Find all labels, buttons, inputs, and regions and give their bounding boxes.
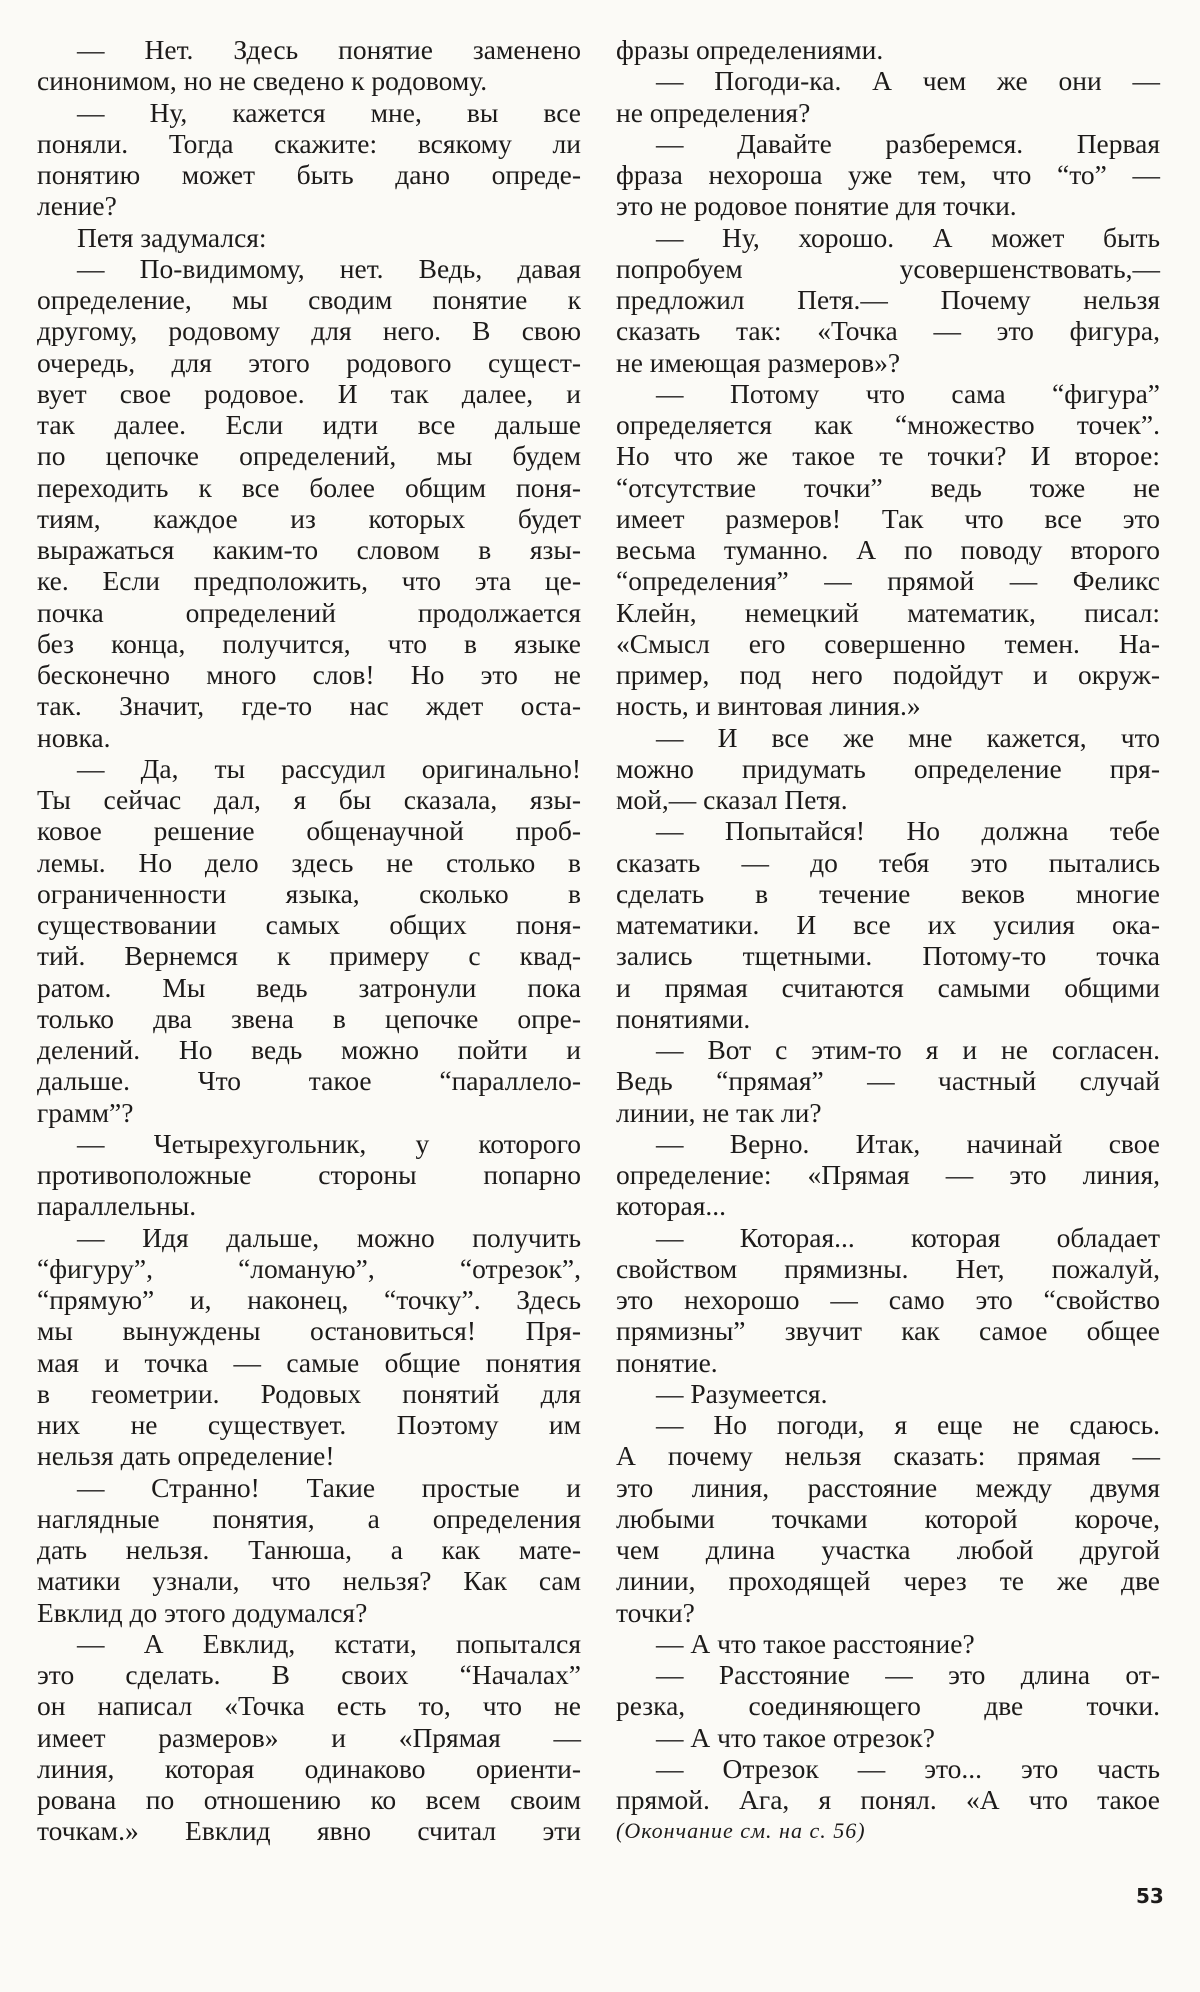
text-line: это не родовое понятие для точки. <box>616 190 1017 222</box>
text-line: линии, не так ли? <box>616 1096 822 1128</box>
text-line: “прямую” и, наконец, “точку”. Здесь <box>37 1284 581 1315</box>
text-line: не имеющая размеров»? <box>616 346 901 378</box>
text-line: — Потому что сама “фигура” <box>656 377 1160 409</box>
text-line: ратом. Мы ведь затронули пока <box>37 971 581 1003</box>
paragraph <box>616 1753 1160 1816</box>
text-line: это сделать. В своих “Началах” <box>37 1659 581 1690</box>
paragraph <box>37 222 581 253</box>
text-line: имеет размеров» и «Прямая — <box>37 1721 581 1753</box>
text-line: так далее. Если идти все дальше <box>37 409 581 440</box>
text-line: линия, которая одинаково ориенти- <box>37 1752 581 1784</box>
text-line: чем длина участка любой другой <box>616 1534 1160 1565</box>
text-line: — Попытайся! Но должна тебе <box>656 815 1160 847</box>
text-line: зались тщетными. Потому-то точка <box>616 940 1160 972</box>
text-line: определяется как “множество точек”. <box>616 409 1160 440</box>
text-line: он написал «Точка есть то, что не <box>37 1690 581 1722</box>
text-line: понятие. <box>616 1346 718 1378</box>
text-line: предложил Петя.— Почему нельзя <box>616 284 1160 315</box>
text-line: можно придумать определение пря- <box>616 752 1160 784</box>
text-line: и прямая считаются самыми общими <box>616 971 1160 1003</box>
text-line: сказать — до тебя это пытались <box>616 846 1160 878</box>
text-line: бесконечно много слов! Но это не <box>37 659 581 690</box>
text-line: Ведь “прямая” — частный случай <box>616 1065 1160 1097</box>
text-line: — Давайте разберемся. Первая <box>656 127 1160 159</box>
paragraph <box>37 1472 581 1628</box>
text-line: имеет размеров! Так что все это <box>616 502 1160 534</box>
text-line: — А что такое отрезок? <box>656 1721 935 1753</box>
continuation-note: (Окончание см. на с. 56) <box>616 1818 866 1844</box>
text-line: фразы определениями. <box>616 34 884 65</box>
text-line: — Ну, хорошо. А может быть <box>656 221 1160 253</box>
text-line: только два звена в цепочке опре- <box>37 1002 581 1034</box>
text-line: параллельны. <box>37 1190 197 1222</box>
paragraph <box>616 1409 1160 1628</box>
paragraph <box>616 1378 1160 1409</box>
text-line: это нехорошо — само это “свойство <box>616 1284 1160 1315</box>
text-line: точкам.» Евклид явно считал эти <box>37 1815 581 1847</box>
text-line: вует свое родовое. И так далее, и <box>37 377 581 409</box>
paragraph <box>616 1222 1160 1378</box>
text-line: Ты сейчас дал, я бы сказала, язы- <box>37 784 581 815</box>
text-line: ковое решение общенаучной проб- <box>37 815 581 847</box>
text-line: попробуем усовершенствовать,— <box>616 252 1160 284</box>
text-line: весьма туманно. А по поводу второго <box>616 534 1160 565</box>
paragraph <box>616 1034 1160 1128</box>
text-line: поняли. Тогда скажите: всякому ли <box>37 127 581 159</box>
text-line: сделать в течение веков многие <box>616 877 1160 909</box>
text-line: — Но погоди, я еще не сдаюсь. <box>656 1409 1160 1440</box>
text-line: не определения? <box>616 96 811 128</box>
text-line: резка, соединяющего две точки. <box>616 1690 1160 1722</box>
text-line: “определения” — прямой — Феликс <box>616 565 1160 597</box>
paragraph <box>616 722 1160 816</box>
text-line: по цепочке определений, мы будем <box>37 440 581 472</box>
paragraph <box>616 222 1160 378</box>
text-line: существовании самых общих поня- <box>37 909 581 940</box>
page-number: 53 <box>1136 1884 1164 1908</box>
text-line: сказать так: «Точка — это фигура, <box>616 315 1160 347</box>
text-line: ке. Если предположить, что эта це- <box>37 565 581 597</box>
paragraph <box>37 1222 581 1472</box>
text-line: линии, проходящей через те же две <box>616 1565 1160 1597</box>
paragraph <box>37 1128 581 1222</box>
text-line: Петя задумался: <box>77 221 267 253</box>
text-line: наглядные понятия, а определения <box>37 1502 581 1534</box>
text-line: «Смысл его совершенно темен. На- <box>616 627 1160 659</box>
text-line: — Расстояние — это длина от- <box>656 1659 1160 1690</box>
text-line: А почему нельзя сказать: прямая — <box>616 1440 1160 1472</box>
text-line: любыми точками которой короче, <box>616 1502 1160 1534</box>
text-line: нельзя дать определение! <box>37 1440 335 1472</box>
text-line: прямизны” звучит как самое общее <box>616 1315 1160 1347</box>
paragraph <box>616 1128 1160 1222</box>
text-line: — По-видимому, нет. Ведь, давая <box>77 252 581 284</box>
text-line: делений. Но ведь можно пойти и <box>37 1034 581 1065</box>
text-line: без конца, получится, что в языке <box>37 627 581 659</box>
paragraph <box>37 1628 581 1847</box>
text-line: — А что такое расстояние? <box>656 1627 975 1659</box>
paragraph <box>616 378 1160 722</box>
text-line: тиям, каждое из которых будет <box>37 502 581 534</box>
text-line: — А Евклид, кстати, попытался <box>77 1627 581 1659</box>
text-line: — Вот с этим-то я и не согласен. <box>656 1034 1160 1065</box>
text-line: понятию может быть дано опреде- <box>37 159 581 190</box>
text-line: это линия, расстояние между двумя <box>616 1471 1160 1503</box>
paragraph <box>616 34 1160 65</box>
text-line: так. Значит, где-то нас ждет оста- <box>37 690 581 722</box>
text-line: — Четырехугольник, у которого <box>77 1127 581 1159</box>
paragraph <box>37 34 581 97</box>
text-line: рована по отношению ко всем своим <box>37 1784 581 1815</box>
text-line: — Отрезок — это... это часть <box>656 1752 1160 1784</box>
text-line: — Верно. Итак, начинай свое <box>656 1127 1160 1159</box>
text-line: определение, мы сводим понятие к <box>37 284 581 315</box>
text-line: — Которая... которая обладает <box>656 1221 1160 1253</box>
paragraph <box>616 1722 1160 1753</box>
text-line: переходить к все более общим поня- <box>37 471 581 503</box>
text-line: мой,— сказал Петя. <box>616 784 848 815</box>
text-line: — Идя дальше, можно получить <box>77 1221 581 1253</box>
text-line: мы вынуждены остановиться! Пря- <box>37 1315 581 1347</box>
text-line: определение: «Прямая — это линия, <box>616 1159 1160 1190</box>
paragraph <box>37 97 581 222</box>
text-line: ление? <box>37 190 117 222</box>
text-line: них не существует. Поэтому им <box>37 1409 581 1440</box>
paragraph <box>616 1659 1160 1722</box>
text-line: лемы. Но дело здесь не столько в <box>37 846 581 878</box>
text-line: — Погоди-ка. А чем же они — <box>656 65 1160 97</box>
paragraph <box>616 815 1160 1034</box>
paragraph <box>616 128 1160 222</box>
text-line: противоположные стороны попарно <box>37 1159 581 1190</box>
text-line: — И все же мне кажется, что <box>656 721 1160 753</box>
paragraph <box>616 1628 1160 1659</box>
text-line: — Нет. Здесь понятие заменено <box>77 34 581 65</box>
text-line: очередь, для этого родового сущест- <box>37 346 581 378</box>
text-line: понятиями. <box>616 1002 751 1034</box>
text-line: свойством прямизны. Нет, пожалуй, <box>616 1252 1160 1284</box>
text-line: выражаться каким-то словом в язы- <box>37 534 581 565</box>
text-line: грамм”? <box>37 1096 134 1128</box>
text-line: “фигуру”, “ломаную”, “отрезок”, <box>37 1252 581 1284</box>
text-line: другому, родовому для него. В свою <box>37 315 581 347</box>
text-line: мая и точка — самые общие понятия <box>37 1346 581 1378</box>
text-line: синонимом, но не сведено к родовому. <box>37 65 488 97</box>
text-line: Но что же такое те точки? И второе: <box>616 440 1160 472</box>
text-column-right <box>616 34 1160 1847</box>
text-line: тий. Вернемся к примеру с квад- <box>37 940 581 972</box>
text-line: — Разумеется. <box>656 1377 828 1409</box>
text-line: — Странно! Такие простые и <box>77 1471 581 1503</box>
paragraph <box>37 253 581 753</box>
text-line: — Да, ты рассудил оригинально! <box>77 752 581 784</box>
text-line: в геометрии. Родовых понятий для <box>37 1377 581 1409</box>
text-line: прямой. Ага, я понял. «А что такое <box>616 1784 1160 1815</box>
text-line: новка. <box>37 721 111 753</box>
paragraph <box>616 65 1160 128</box>
text-line: Евклид до этого додумался? <box>37 1596 368 1628</box>
text-line: ограниченности языка, сколько в <box>37 877 581 909</box>
text-line: Клейн, немецкий математик, писал: <box>616 596 1160 628</box>
text-line: почка определений продолжается <box>37 596 581 628</box>
text-column-left <box>37 34 581 1847</box>
text-line: ность, и винтовая линия.» <box>616 690 921 722</box>
paragraph <box>37 753 581 1128</box>
text-line: дать нельзя. Танюша, а как мате- <box>37 1534 581 1565</box>
text-line: пример, под него подойдут и окруж- <box>616 659 1160 690</box>
text-line: фраза нехороша уже тем, что “то” — <box>616 159 1160 190</box>
text-line: дальше. Что такое “параллело- <box>37 1065 581 1097</box>
text-line: “отсутствие точки” ведь тоже не <box>616 471 1160 503</box>
text-line: точки? <box>616 1596 695 1628</box>
text-line: матики узнали, что нельзя? Как сам <box>37 1565 581 1597</box>
text-line: математики. И все их усилия ока- <box>616 909 1160 940</box>
text-line: которая... <box>616 1190 726 1222</box>
text-line: — Ну, кажется мне, вы все <box>77 96 581 128</box>
